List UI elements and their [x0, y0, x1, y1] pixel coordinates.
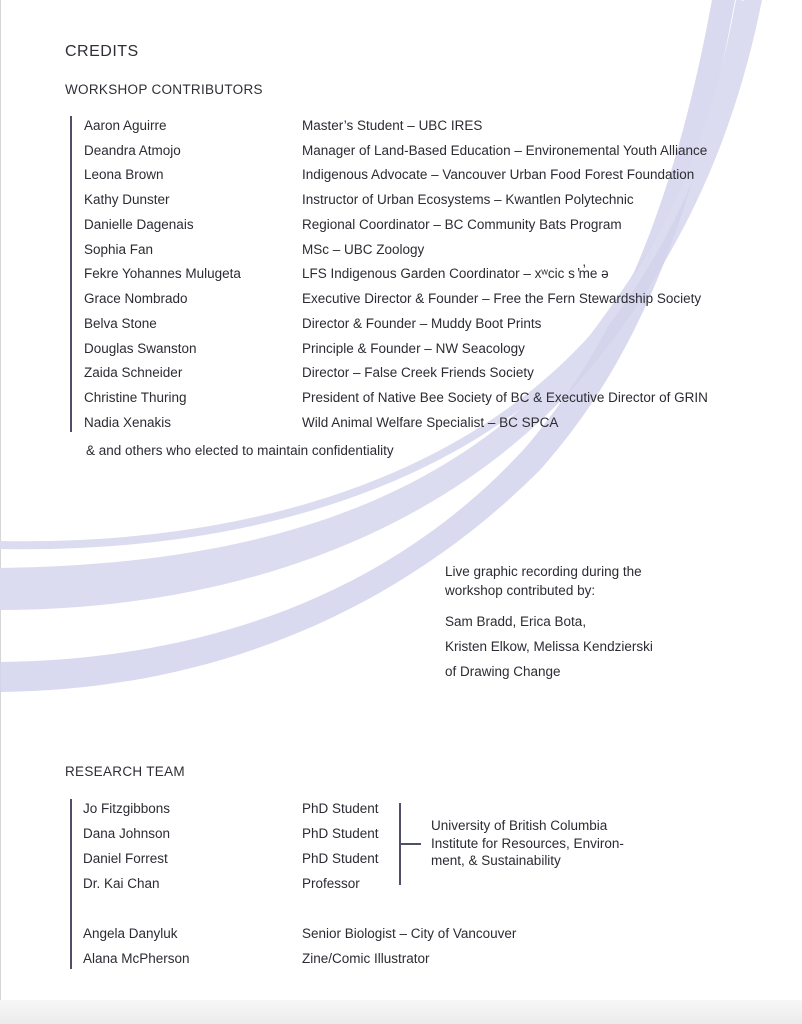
contributor-role: LFS Indigenous Garden Coordinator – xʷcic s ̓m̓e ə: [302, 266, 609, 281]
contributor-role: MSc – UBC Zoology: [302, 242, 425, 257]
researcher-name: Alana McPherson: [83, 951, 190, 966]
contributor-role: President of Native Bee Society of BC & Executive Director of GRIN: [302, 390, 708, 405]
researcher-role: PhD Student: [302, 801, 379, 816]
contributor-name: Belva Stone: [84, 316, 157, 331]
graphic-recording-names-line1: Sam Bradd, Erica Bota,: [445, 614, 587, 629]
affiliation-line: Institute for Resources, Environ-: [431, 835, 624, 851]
affiliation-text: [431, 817, 624, 870]
contributors-rule: [70, 116, 72, 432]
contributor-name: Danielle Dagenais: [84, 217, 194, 232]
others-note: & and others who elected to maintain confidentiality: [86, 443, 394, 458]
contributor-name: Zaida Schneider: [84, 365, 183, 380]
graphic-recording-names-line2: Kristen Elkow, Melissa Kendzierski: [445, 639, 653, 654]
contributor-name: Leona Brown: [84, 167, 164, 182]
researcher-role: Professor: [302, 876, 360, 891]
contributor-role: Director & Founder – Muddy Boot Prints: [302, 316, 542, 331]
affiliation-bracket-tick: [401, 843, 421, 845]
research-team-heading: RESEARCH TEAM: [65, 764, 185, 779]
contributor-name: Sophia Fan: [84, 242, 154, 257]
graphic-recording-intro-line1: Live graphic recording during the: [445, 564, 642, 579]
researcher-name: Dana Johnson: [83, 826, 171, 841]
contributor-role: Master’s Student – UBC IRES: [302, 118, 483, 133]
research-team-rule: [70, 799, 72, 969]
contributor-role: Executive Director & Founder – Free the Fern Stewardship Society: [302, 291, 702, 306]
contributor-name: Deandra Atmojo: [84, 143, 181, 158]
researcher-name: Daniel Forrest: [83, 851, 168, 866]
contributor-role: Wild Animal Welfare Specialist – BC SPCA: [302, 415, 559, 430]
contributor-name: Fekre Yohannes Mulugeta: [84, 266, 241, 281]
contributor-role: Regional Coordinator – BC Community Bats Program: [302, 217, 622, 232]
contributor-role: Indigenous Advocate – Vancouver Urban Food Forest Foundation: [302, 167, 695, 182]
researcher-role: Senior Biologist – City of Vancouver: [302, 926, 517, 941]
contributor-name: Douglas Swanston: [84, 341, 197, 356]
contributor-name: Aaron Aguirre: [84, 118, 167, 133]
contributor-name: Christine Thuring: [84, 390, 187, 405]
researcher-role: Zine/Comic Illustrator: [302, 951, 430, 966]
researcher-role: PhD Student: [302, 826, 379, 841]
contributor-name: Nadia Xenakis: [84, 415, 172, 430]
graphic-recording-org: of Drawing Change: [445, 664, 561, 679]
workshop-contributors-heading: WORKSHOP CONTRIBUTORS: [65, 82, 263, 97]
credits-title: CREDITS: [65, 43, 139, 60]
researcher-name: Jo Fitzgibbons: [83, 801, 171, 816]
contributor-role: Manager of Land-Based Education – Environemental Youth Alliance: [302, 143, 708, 158]
contributor-name: Kathy Dunster: [84, 192, 170, 207]
graphic-recording-intro-line2: workshop contributed by:: [445, 583, 596, 598]
contributor-role: Director – False Creek Friends Society: [302, 365, 534, 380]
page-bottom-band: [0, 1000, 802, 1024]
contributor-name: Grace Nombrado: [84, 291, 188, 306]
researcher-name: Angela Danyluk: [83, 926, 178, 941]
researcher-name: Dr. Kai Chan: [83, 876, 160, 891]
contributor-role: Instructor of Urban Ecosystems – Kwantlen Polytechnic: [302, 192, 634, 207]
affiliation-line: ment, & Sustainability: [431, 853, 561, 868]
affiliation-line: University of British Columbia: [431, 818, 608, 833]
researcher-role: PhD Student: [302, 851, 379, 866]
contributor-role: Principle & Founder – NW Seacology: [302, 341, 525, 356]
